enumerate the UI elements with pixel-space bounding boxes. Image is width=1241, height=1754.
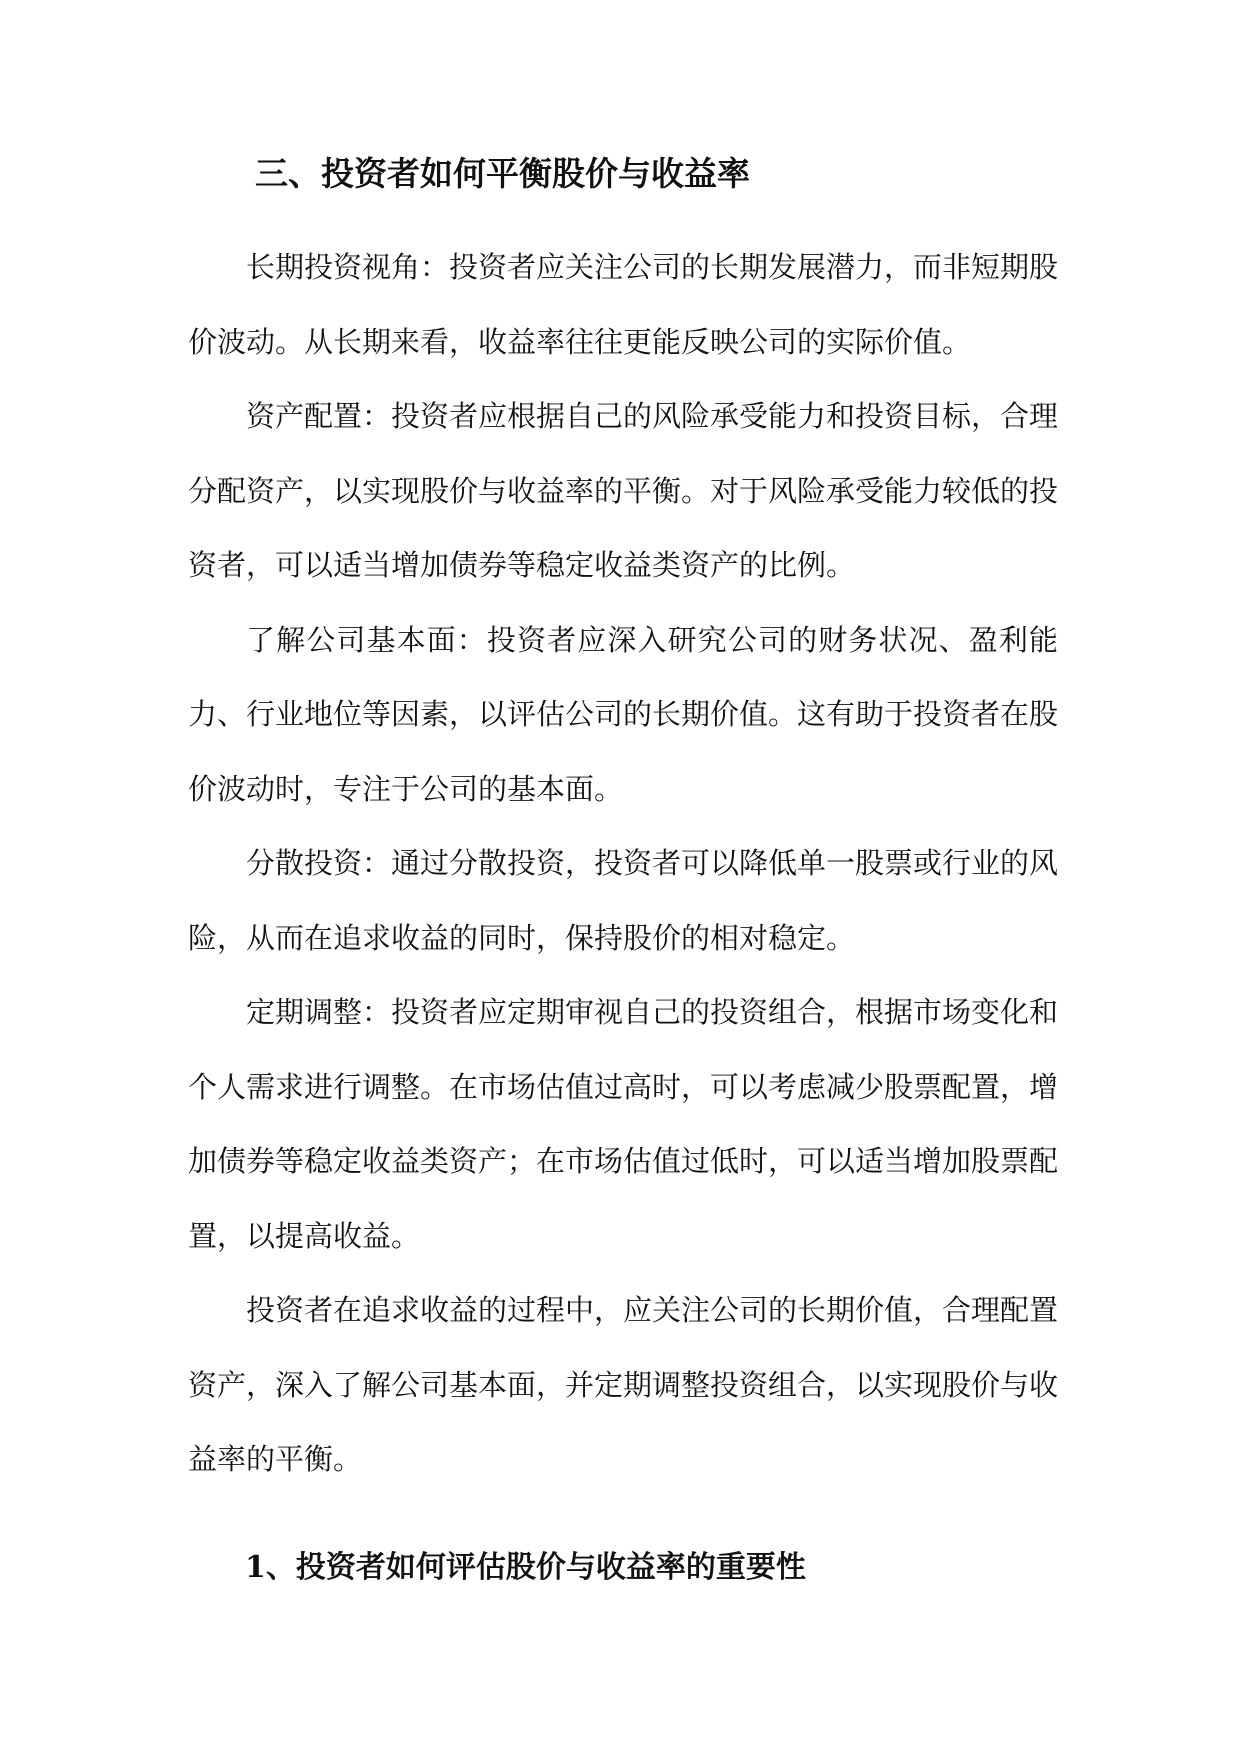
section-heading: 三、投资者如何平衡股价与收益率 [255, 154, 750, 193]
paragraph-periodic-adjustment: 定期调整：投资者应定期审视自己的投资组合，根据市场变化和个人需求进行调整。在市场估值过高时，可以考虑减少股票配置，增加债券等稳定收益类资产；在市场估值过低时，可以适当增加股票配置，以提高收益。 [188, 995, 1059, 1253]
paragraph-summary: 投资者在追求收益的过程中，应关注公司的长期价值，合理配置资产，深入了解公司基本面，并定期调整投资组合，以实现股价与收益率的平衡。 [188, 1293, 1059, 1476]
paragraph-diversification: 分散投资：通过分散投资，投资者可以降低单一股票或行业的风险，从而在追求收益的同时，保持股价的相对稳定。 [188, 846, 1059, 955]
paragraph-asset-allocation: 资产配置：投资者应根据自己的风险承受能力和投资目标，合理分配资产，以实现股价与收益率的平衡。对于风险承受能力较低的投资者，可以适当增加债券等稳定收益类资产的比例。 [188, 399, 1059, 582]
body-text [188, 230, 1058, 1497]
subsection-heading: 1、投资者如何评估股价与收益率的重要性 [245, 1550, 806, 1585]
paragraph-long-term-view: 长期投资视角：投资者应关注公司的长期发展潜力，而非短期股价波动。从长期来看，收益率往往更能反映公司的实际价值。 [188, 250, 1059, 359]
paragraph-fundamentals: 了解公司基本面：投资者应深入研究公司的财务状况、盈利能力、行业地位等因素，以评估公司的长期价值。这有助于投资者在股价波动时，专注于公司的基本面。 [188, 622, 1059, 806]
